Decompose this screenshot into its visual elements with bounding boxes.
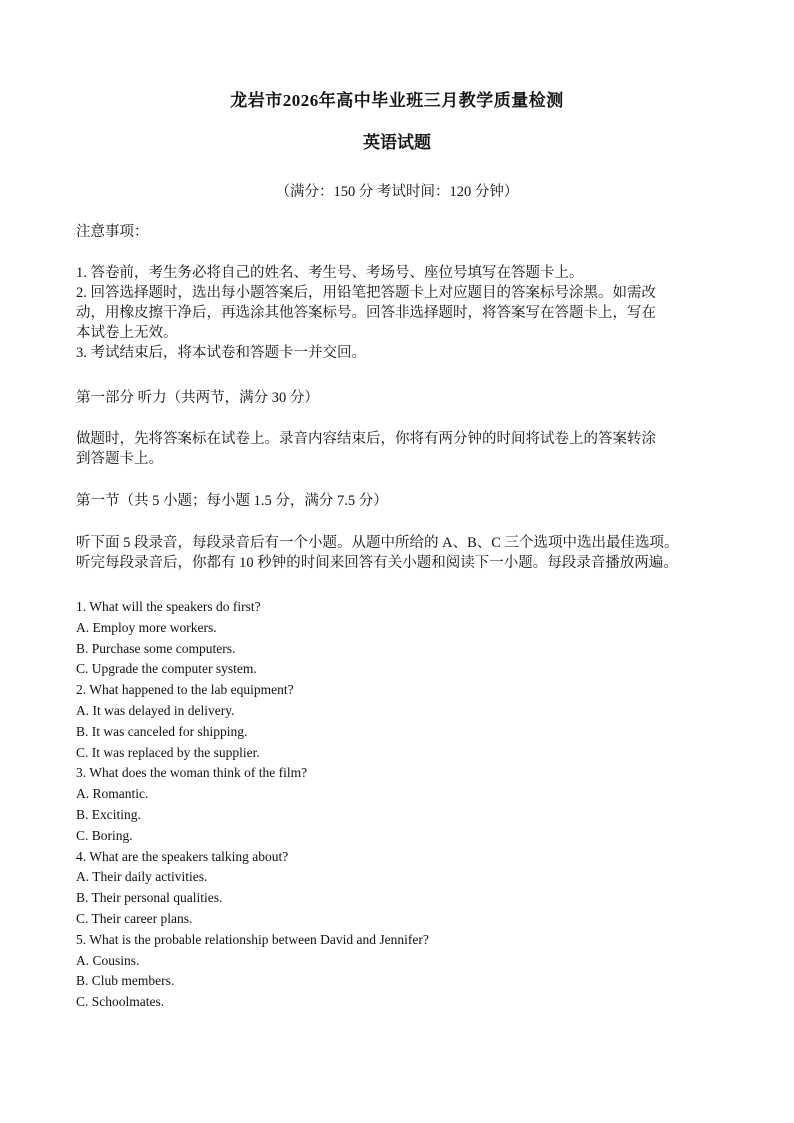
notes-heading: 注意事项： — [76, 224, 149, 240]
exam-title: 龙岩市2026年高中毕业班三月教学质量检测 — [230, 91, 564, 110]
section1-instructions-line-2: 听完每段录音后，你都有 10 秒钟的时间来回答有关小题和阅读下一小题。每段录音播放两遍。 — [76, 555, 678, 571]
question-stem: 5. What is the probable relationship between David and Jennifer? — [76, 931, 429, 947]
question-option: A. Employ more workers. — [76, 619, 217, 635]
question-option: C. It was replaced by the supplier. — [76, 744, 260, 760]
question-option: C. Upgrade the computer system. — [76, 661, 257, 677]
part1-instructions-line-2: 到答题卡上。 — [76, 451, 163, 467]
note-item-3: 3. 考试结束后，将本试卷和答题卡一并交回。 — [76, 345, 366, 361]
question-option: A. Cousins. — [76, 952, 140, 968]
question-option: B. Exciting. — [76, 806, 141, 822]
question-stem: 1. What will the speakers do first? — [76, 599, 261, 614]
section1-instructions-line-1: 听下面 5 段录音，每段录音后有一个小题。从题中所给的 A、B、C 三个选项中选出最佳选项。 — [76, 535, 679, 551]
question-option: B. Purchase some computers. — [76, 640, 236, 656]
score-and-time-info: （满分：150 分 考试时间：120 分钟） — [275, 184, 519, 200]
note-item-1: 1. 答卷前，考生务必将自己的姓名、考生号、考场号、座位号填写在答题卡上。 — [76, 265, 584, 281]
part1-instructions-line-1: 做题时，先将答案标在试卷上。录音内容结束后，你将有两分钟的时间将试卷上的答案转涂 — [76, 431, 656, 447]
question-option: A. Romantic. — [76, 786, 149, 802]
question-option: B. Club members. — [76, 973, 175, 989]
part1-instructions — [76, 429, 720, 469]
notes-list — [76, 263, 720, 363]
section1-heading: 第一节（共 5 小题；每小题 1.5 分，满分 7.5 分） — [76, 493, 388, 509]
question-option: A. It was delayed in delivery. — [76, 702, 235, 718]
question-stem: 2. What happened to the lab equipment? — [76, 682, 294, 698]
question-stem: 3. What does the woman think of the film? — [76, 765, 308, 781]
note-item-2-line-3: 本试卷上无效。 — [76, 325, 178, 341]
note-item-2-line-1: 2. 回答选择题时，选出每小题答案后，用铅笔把答题卡上对应题目的答案标号涂黑。如需改 — [76, 285, 656, 301]
section1-instructions — [76, 533, 720, 573]
question-option: B. Their personal qualities. — [76, 890, 223, 906]
question-option: C. Boring. — [76, 827, 133, 843]
question-option: B. It was canceled for shipping. — [76, 723, 248, 739]
subject-title: 英语试题 — [363, 133, 431, 152]
note-item-2-line-2: 动，用橡皮擦干净后，再选涂其他答案标号。回答非选择题时，将答案写在答题卡上，写在 — [76, 305, 656, 321]
question-stem: 4. What are the speakers talking about? — [76, 848, 289, 864]
question-option: C. Their career plans. — [76, 910, 193, 926]
question-list — [76, 597, 720, 1013]
question-option: C. Schoolmates. — [76, 994, 165, 1010]
question-option: A. Their daily activities. — [76, 869, 208, 885]
part1-heading: 第一部分 听力（共两节，满分 30 分） — [76, 390, 319, 406]
